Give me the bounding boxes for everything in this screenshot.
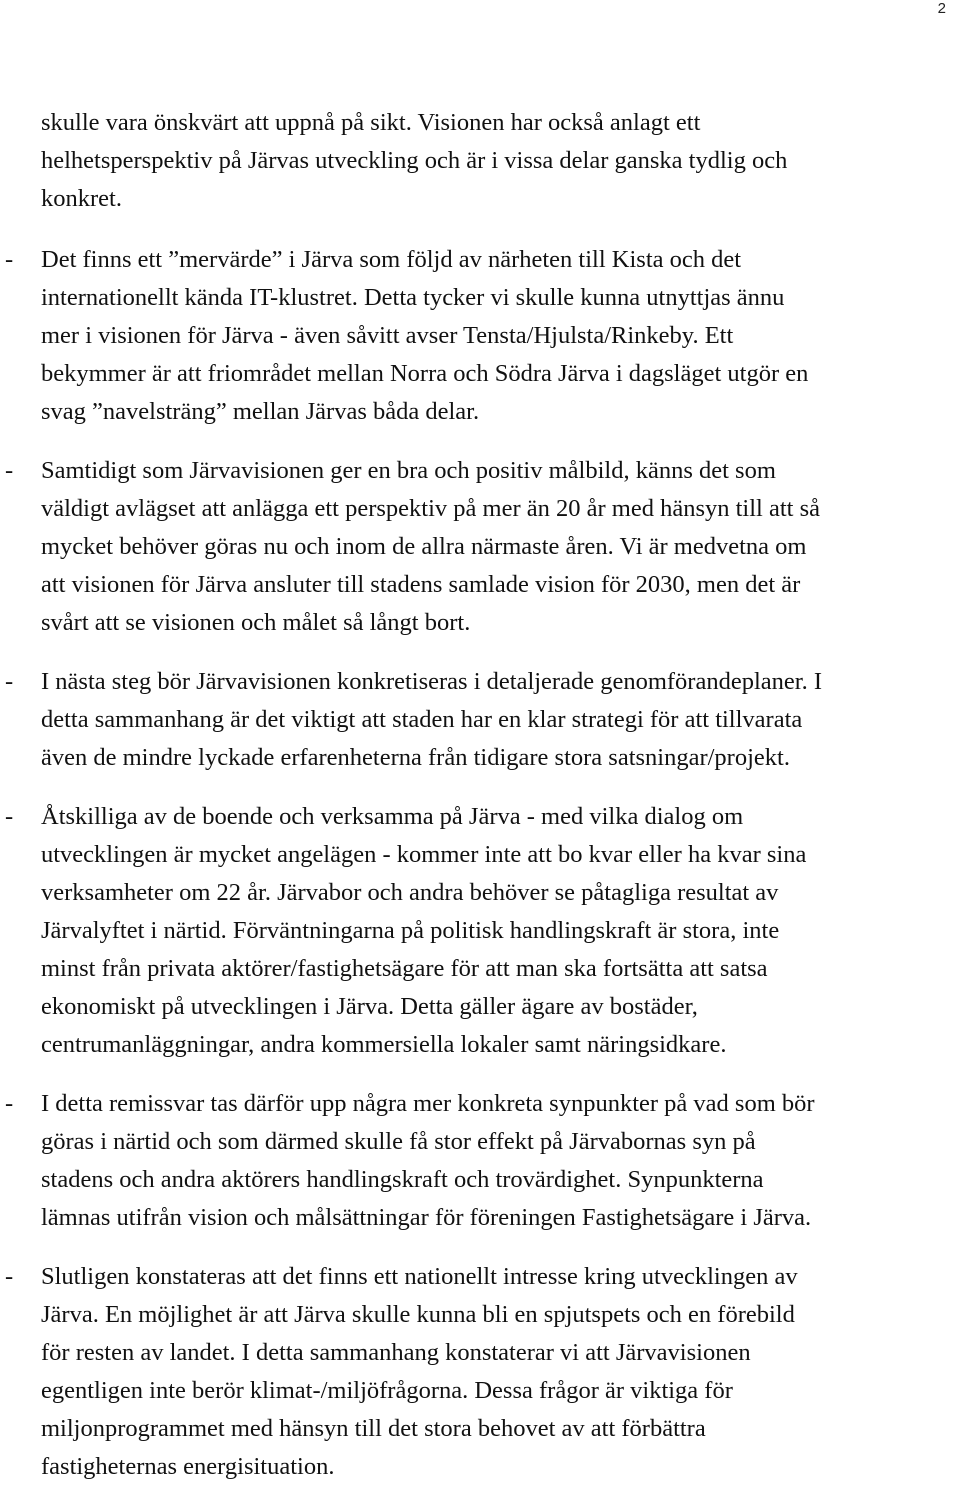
bullet-line: svårt att se visionen och målet så långt bort. — [41, 609, 471, 636]
bullet-line: fastigheternas energisituation. — [41, 1453, 335, 1480]
bullet-line: internationellt kända IT-klustret. Detta tycker vi skulle kunna utnyttjas ännu — [41, 284, 785, 311]
bullet-line: utvecklingen är mycket angelägen - kommer inte att bo kvar eller ha kvar sina — [41, 841, 807, 868]
bullet-item-kista — [0, 241, 960, 431]
bullet-line: stadens och andra aktörers handlingskraft och trovärdighet. Synpunkterna — [41, 1166, 764, 1193]
bullet-line: Järva. En möjlighet är att Järva skulle kunna bli en spjutspets och en förebild — [41, 1301, 795, 1328]
bullet-line: att visionen för Järva ansluter till stadens samlade vision för 2030, men det är — [41, 571, 801, 598]
bullet-line: Det finns ett ”mervärde” i Järva som följd av närheten till Kista och det — [41, 246, 742, 273]
bullet-line: Slutligen konstateras att det finns ett nationellt intresse kring utvecklingen av — [41, 1263, 798, 1290]
bullet-line: mycket behöver göras nu och inom de allra närmaste åren. Vi är medvetna om — [41, 533, 807, 560]
bullet-line: egentligen inte berör klimat-/miljöfrågorna. Dessa frågor är viktiga för — [41, 1377, 733, 1404]
intro-line: skulle vara önskvärt att uppnå på sikt. Visionen har också anlagt ett — [41, 109, 701, 136]
page-number: 2 — [937, 0, 946, 17]
bullet-dash: - — [5, 246, 14, 273]
intro-line: konkret. — [41, 185, 122, 212]
bullet-dash: - — [5, 1090, 14, 1117]
bullet-item-national-interest — [0, 1258, 960, 1486]
bullet-line: detta sammanhang är det viktigt att staden har en klar strategi för att tillvarata — [41, 706, 803, 733]
bullet-line: göras i närtid och som därmed skulle få stor effekt på Järvabornas syn på — [41, 1128, 756, 1155]
bullet-dash: - — [5, 1263, 14, 1290]
bullet-line: minst från privata aktörer/fastighetsägare för att man ska fortsätta att satsa — [41, 955, 768, 982]
bullet-dash: - — [5, 457, 14, 484]
bullet-line: Samtidigt som Järvavisionen ger en bra och positiv målbild, känns det som — [41, 457, 776, 484]
bullet-line: bekymmer är att friområdet mellan Norra och Södra Järva i dagsläget utgör en — [41, 360, 809, 387]
bullet-line: Åtskilliga av de boende och verksamma på Järva - med vilka dialog om — [41, 803, 744, 830]
bullet-dash: - — [5, 803, 14, 830]
bullet-item-residents-results — [0, 798, 960, 1064]
bullet-line: I nästa steg bör Järvavisionen konkretiseras i detaljerade genomförandeplaner. I — [41, 668, 822, 695]
bullet-line: väldigt avlägset att anlägga ett perspektiv på mer än 20 år med hänsyn till att så — [41, 495, 820, 522]
bullet-line: I detta remissvar tas därför upp några mer konkreta synpunkter på vad som bör — [41, 1090, 815, 1117]
bullet-line: ekonomiskt på utvecklingen i Järva. Detta gäller ägare av bostäder, — [41, 993, 698, 1020]
bullet-dash: - — [5, 668, 14, 695]
intro-paragraph — [0, 104, 960, 218]
bullet-line: även de mindre lyckade erfarenheterna från tidigare stora satsningar/projekt. — [41, 744, 790, 771]
bullet-item-vision-timeline — [0, 452, 960, 642]
bullet-item-implementation-plans — [0, 663, 960, 777]
bullet-line: mer i visionen för Järva - även såvitt avser Tensta/Hjulsta/Rinkeby. Ett — [41, 322, 734, 349]
bullet-line: för resten av landet. I detta sammanhang konstaterar vi att Järvavisionen — [41, 1339, 751, 1366]
bullet-line: svag ”navelsträng” mellan Järvas båda delar. — [41, 398, 480, 425]
bullet-line: miljonprogrammet med hänsyn till det stora behovet av att förbättra — [41, 1415, 706, 1442]
bullet-line: lämnas utifrån vision och målsättningar för föreningen Fastighetsägare i Järva. — [41, 1204, 812, 1231]
document-body — [0, 104, 960, 1507]
bullet-line: centrumanläggningar, andra kommersiella lokaler samt näringsidkare. — [41, 1031, 727, 1058]
intro-line: helhetsperspektiv på Järvas utveckling och är i vissa delar ganska tydlig och — [41, 147, 788, 174]
bullet-item-consultation-response — [0, 1085, 960, 1237]
bullet-line: Järvalyftet i närtid. Förväntningarna på politisk handlingskraft är stora, inte — [41, 917, 780, 944]
bullet-line: verksamheter om 22 år. Järvabor och andra behöver se påtagliga resultat av — [41, 879, 779, 906]
